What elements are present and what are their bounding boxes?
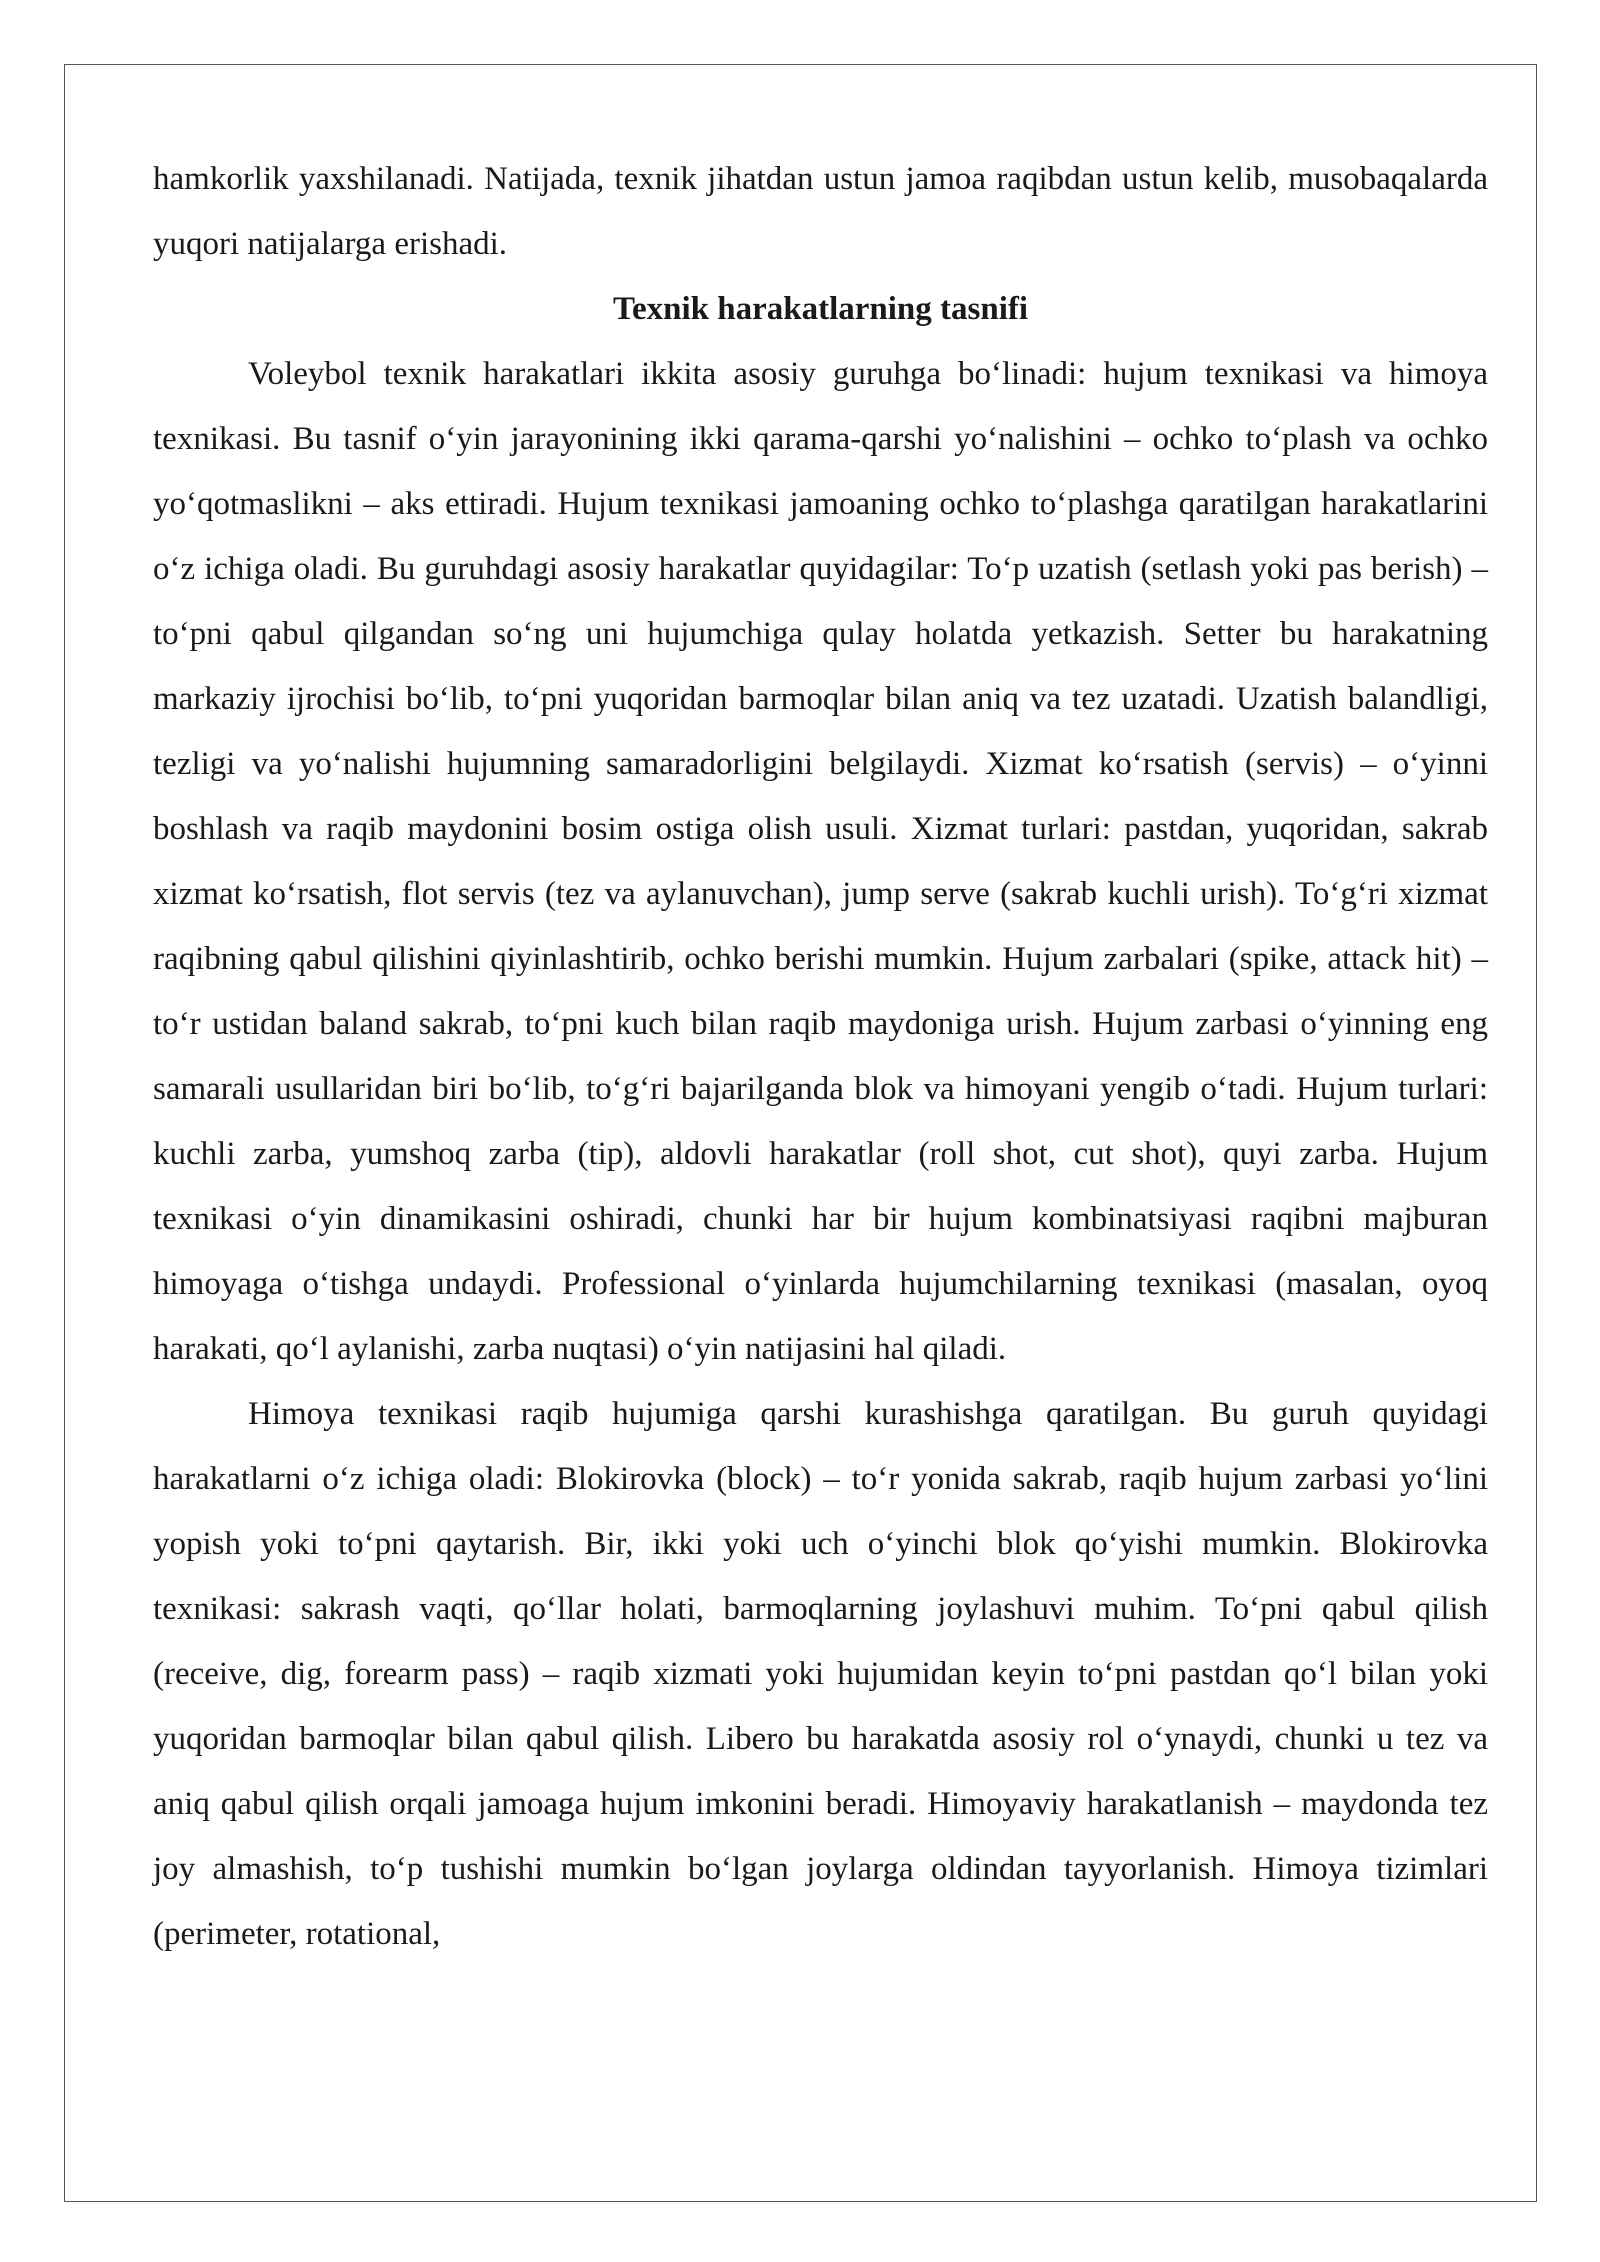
intro-paragraph: hamkorlik yaxshilanadi. Natijada, texnik jihatdan ustun jamoa raqibdan ustun kelib, musobaqalarda yuqori natijalarga erishadi. <box>153 161 1488 262</box>
section-heading: Texnik harakatlarning tasnifi <box>612 291 1029 327</box>
paragraph-defense-technique: Himoya texnikasi raqib hujumiga qarshi kurashishga qaratilgan. Bu guruh quyidagi harakatlarni o‘z ichiga oladi: Blokirovka (block) – to‘r yonida sakrab, raqib hujum zarbasi yo‘lini yopish yoki to‘pni qaytarish. Bir, ikki yoki uch o‘yinchi blok qo‘yishi mumkin. Blokirovka texnikasi: sakrash vaqti, qo‘llar holati, barmoqlarning joylashuvi muhim. To‘pni qabul qilish (receive, dig, forearm pass) – raqib xizmati yoki hujumidan keyin to‘pni pastdan qo‘l bilan yoki yuqoridan barmoqlar bilan qabul qilish. Libero bu harakatda asosiy rol o‘ynaydi, chunki u tez va aniq qabul qilish orqali jamoaga hujum imkonini beradi. Himoyaviy harakatlanish – maydonda tez joy almashish, to‘p tushishi mumkin bo‘lgan joylarga oldindan tayyorlanish. Himoya tizimlari (perimeter, rotational, <box>153 1396 1488 1952</box>
document-body <box>153 147 1488 1967</box>
paragraph-attack-technique: Voleybol texnik harakatlari ikkita asosiy guruhga bo‘linadi: hujum texnikasi va himoya texnikasi. Bu tasnif o‘yin jarayonining ikki qarama-qarshi yo‘nalishini – ochko to‘plash va ochko yo‘qotmaslikni – aks ettiradi. Hujum texnikasi jamoaning ochko to‘plashga qaratilgan harakatlarini o‘z ichiga oladi. Bu guruhdagi asosiy harakatlar quyidagilar: To‘p uzatish (setlash yoki pas berish) – to‘pni qabul qilgandan so‘ng uni hujumchiga qulay holatda yetkazish. Setter bu harakatning markaziy ijrochisi bo‘lib, to‘pni yuqoridan barmoqlar bilan aniq va tez uzatadi. Uzatish balandligi, tezligi va yo‘nalishi hujumning samaradorligini belgilaydi. Xizmat ko‘rsatish (servis) – o‘yinni boshlash va raqib maydonini bosim ostiga olish usuli. Xizmat turlari: pastdan, yuqoridan, sakrab xizmat ko‘rsatish, flot servis (tez va aylanuvchan), jump serve (sakrab kuchli urish). To‘g‘ri xizmat raqibning qabul qilishini qiyinlashtirib, ochko berishi mumkin. Hujum zarbalari (spike, attack hit) – to‘r ustidan baland sakrab, to‘pni kuch bilan raqib maydoniga urish. Hujum zarbasi o‘yinning eng samarali usullaridan biri bo‘lib, to‘g‘ri bajarilganda blok va himoyani yengib o‘tadi. Hujum turlari: kuchli zarba, yumshoq zarba (tip), aldovli harakatlar (roll shot, cut shot), quyi zarba. Hujum texnikasi o‘yin dinamikasini oshiradi, chunki har bir hujum kombinatsiyasi raqibni majburan himoyaga o‘tishga undaydi. Professional o‘yinlarda hujumchilarning texnikasi (masalan, oyoq harakati, qo‘l aylanishi, zarba nuqtasi) o‘yin natijasini hal qiladi. <box>153 356 1488 1367</box>
